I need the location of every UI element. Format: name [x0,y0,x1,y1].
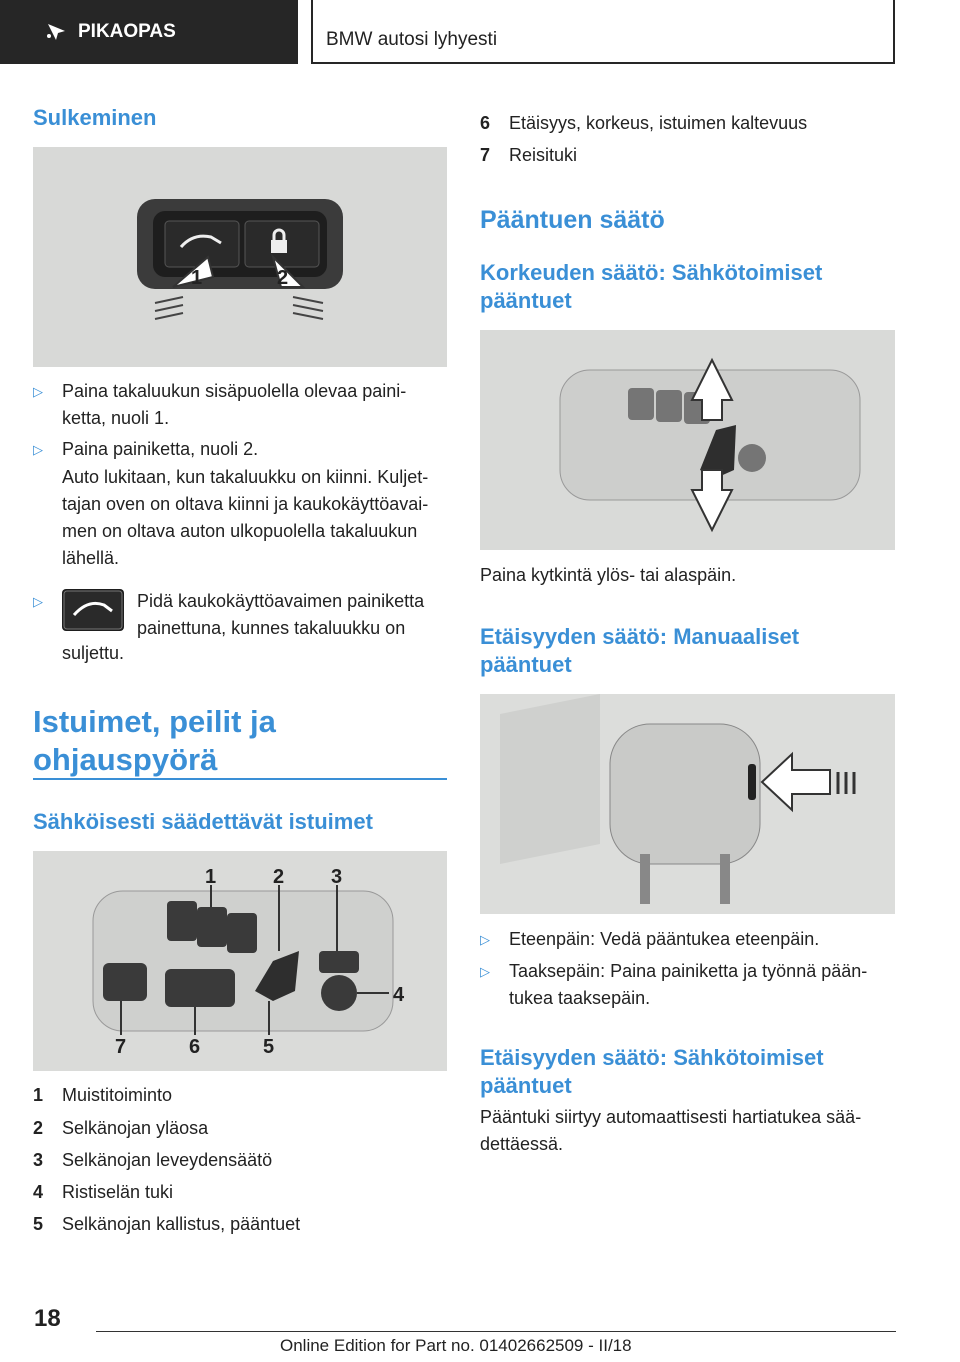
bullet-1-line-2: ketta, nuoli 1. [62,408,170,428]
list-label: Etäisyys, korkeus, istuimen kaltevuus [509,113,808,133]
headrest-manual-image [480,694,895,914]
bullet-3-last: suljettu. [62,643,125,663]
page-number: 18 [34,1305,61,1332]
electric-title-line-1: Etäisyyden säätö: Sähkötoimiset [480,1045,824,1070]
height-adjust-heading [480,259,900,315]
list-number: 2 [33,1118,44,1138]
bullet-triangle-icon: ▷ [33,594,43,609]
header-section-title: BMW autosi lyhyesti [326,29,498,50]
list-label: Selkänojan kallistus, pääntuet [62,1214,301,1234]
bullet-2-note [62,464,452,572]
lock-callout-2: 2 [277,267,289,289]
list-number: 3 [33,1150,44,1170]
seat-callout-2: 2 [273,866,285,888]
bullet-3-line-1: Pidä kaukokäyttöavaimen painiketta [137,591,425,611]
seat-callout-7: 7 [115,1036,127,1058]
manual-adjust-heading [480,623,900,679]
height-title-line-1: Korkeuden säätö: Sähkötoimiset [480,260,823,285]
seat-callout-3: 3 [331,866,343,888]
list-number: 5 [33,1214,44,1234]
seats-mirrors-heading [33,703,447,779]
tailgate-key-icon [62,589,124,631]
manual-bullet-2-line-1: Taaksepäin: Paina painiketta ja työnnä pään‐ [509,961,868,981]
note-line-3: men on oltava auton ulkopuolella takaluukun [62,521,418,541]
bullet-triangle-icon: ▷ [33,442,43,457]
bullet-3-line-2: painettuna, kunnes takaluukku on [137,618,406,638]
sulkeminen-heading: Sulkeminen [33,105,157,130]
list-label: Selkänojan leveydensäätö [62,1150,273,1170]
footer-edition: Online Edition for Part no. 01402662509 - II/18 [280,1336,632,1355]
list-label: Reisituki [509,145,578,165]
list-number: 6 [480,113,491,133]
seat-callout-4: 4 [393,984,405,1006]
manual-bullet-2-line-2: tukea taaksepäin. [509,988,651,1008]
seat-controls-image [33,851,447,1071]
list-number: 1 [33,1085,44,1105]
headrest-heading: Pääntuen säätö [480,206,665,234]
note-line-1: Auto lukitaan, kun takaluukku on kiinni. Kuljet‐ [62,467,429,487]
header-tab [0,0,298,64]
electric-adjust-text [480,1104,900,1158]
bullet-3-text [137,588,457,642]
manual-title-line-2: pääntuet [480,652,572,677]
electric-title-line-2: pääntuet [480,1073,572,1098]
note-line-2: tajan oven on oltava kiinni ja kaukokäyttöavai‐ [62,494,429,514]
lock-callout-1: 1 [191,267,203,289]
bullet-triangle-icon: ▷ [480,964,490,979]
headrest-height-image [480,330,895,550]
electric-seats-heading: Sähköisesti säädettävät istuimet [33,809,373,834]
footer-rule [96,1331,896,1332]
list-label: Muistitoiminto [62,1085,173,1105]
seat-callout-6: 6 [189,1036,201,1058]
list-number: 4 [33,1182,44,1202]
height-adjust-text: Paina kytkintä ylös- tai alaspäin. [480,565,737,585]
tailgate-buttons-image [33,147,447,367]
electric-adjust-heading [480,1044,900,1100]
header-tab-label: PIKAOPAS [78,21,176,42]
bullet-1-line-1: Paina takaluukun sisäpuolella olevaa paini‐ [62,381,407,401]
electric-text-line-1: Pääntuki siirtyy automaattisesti hartiatukea sää‐ [480,1107,862,1127]
height-title-line-2: pääntuet [480,288,572,313]
big-title-line-2: ohjauspyörä [33,742,218,777]
bullet-triangle-icon: ▷ [33,384,43,399]
list-label: Selkänojan yläosa [62,1118,209,1138]
bullet-triangle-icon: ▷ [480,932,490,947]
list-number: 7 [480,145,491,165]
seat-callout-1: 1 [205,866,217,888]
manual-title-line-1: Etäisyyden säätö: Manuaaliset [480,624,800,649]
quick-guide-icon [44,20,68,44]
big-title-line-1: Istuimet, peilit ja [33,704,276,739]
seat-callout-5: 5 [263,1036,275,1058]
list-label: Ristiselän tuki [62,1182,174,1202]
bullet-2-text: Paina painiketta, nuoli 2. [62,439,259,459]
header-section [311,0,895,64]
electric-text-line-2: dettäessä. [480,1134,564,1154]
section-rule [33,778,447,780]
manual-bullet-1-text: Eteenpäin: Vedä pääntukea eteenpäin. [509,929,820,949]
note-line-4: lähellä. [62,548,120,568]
